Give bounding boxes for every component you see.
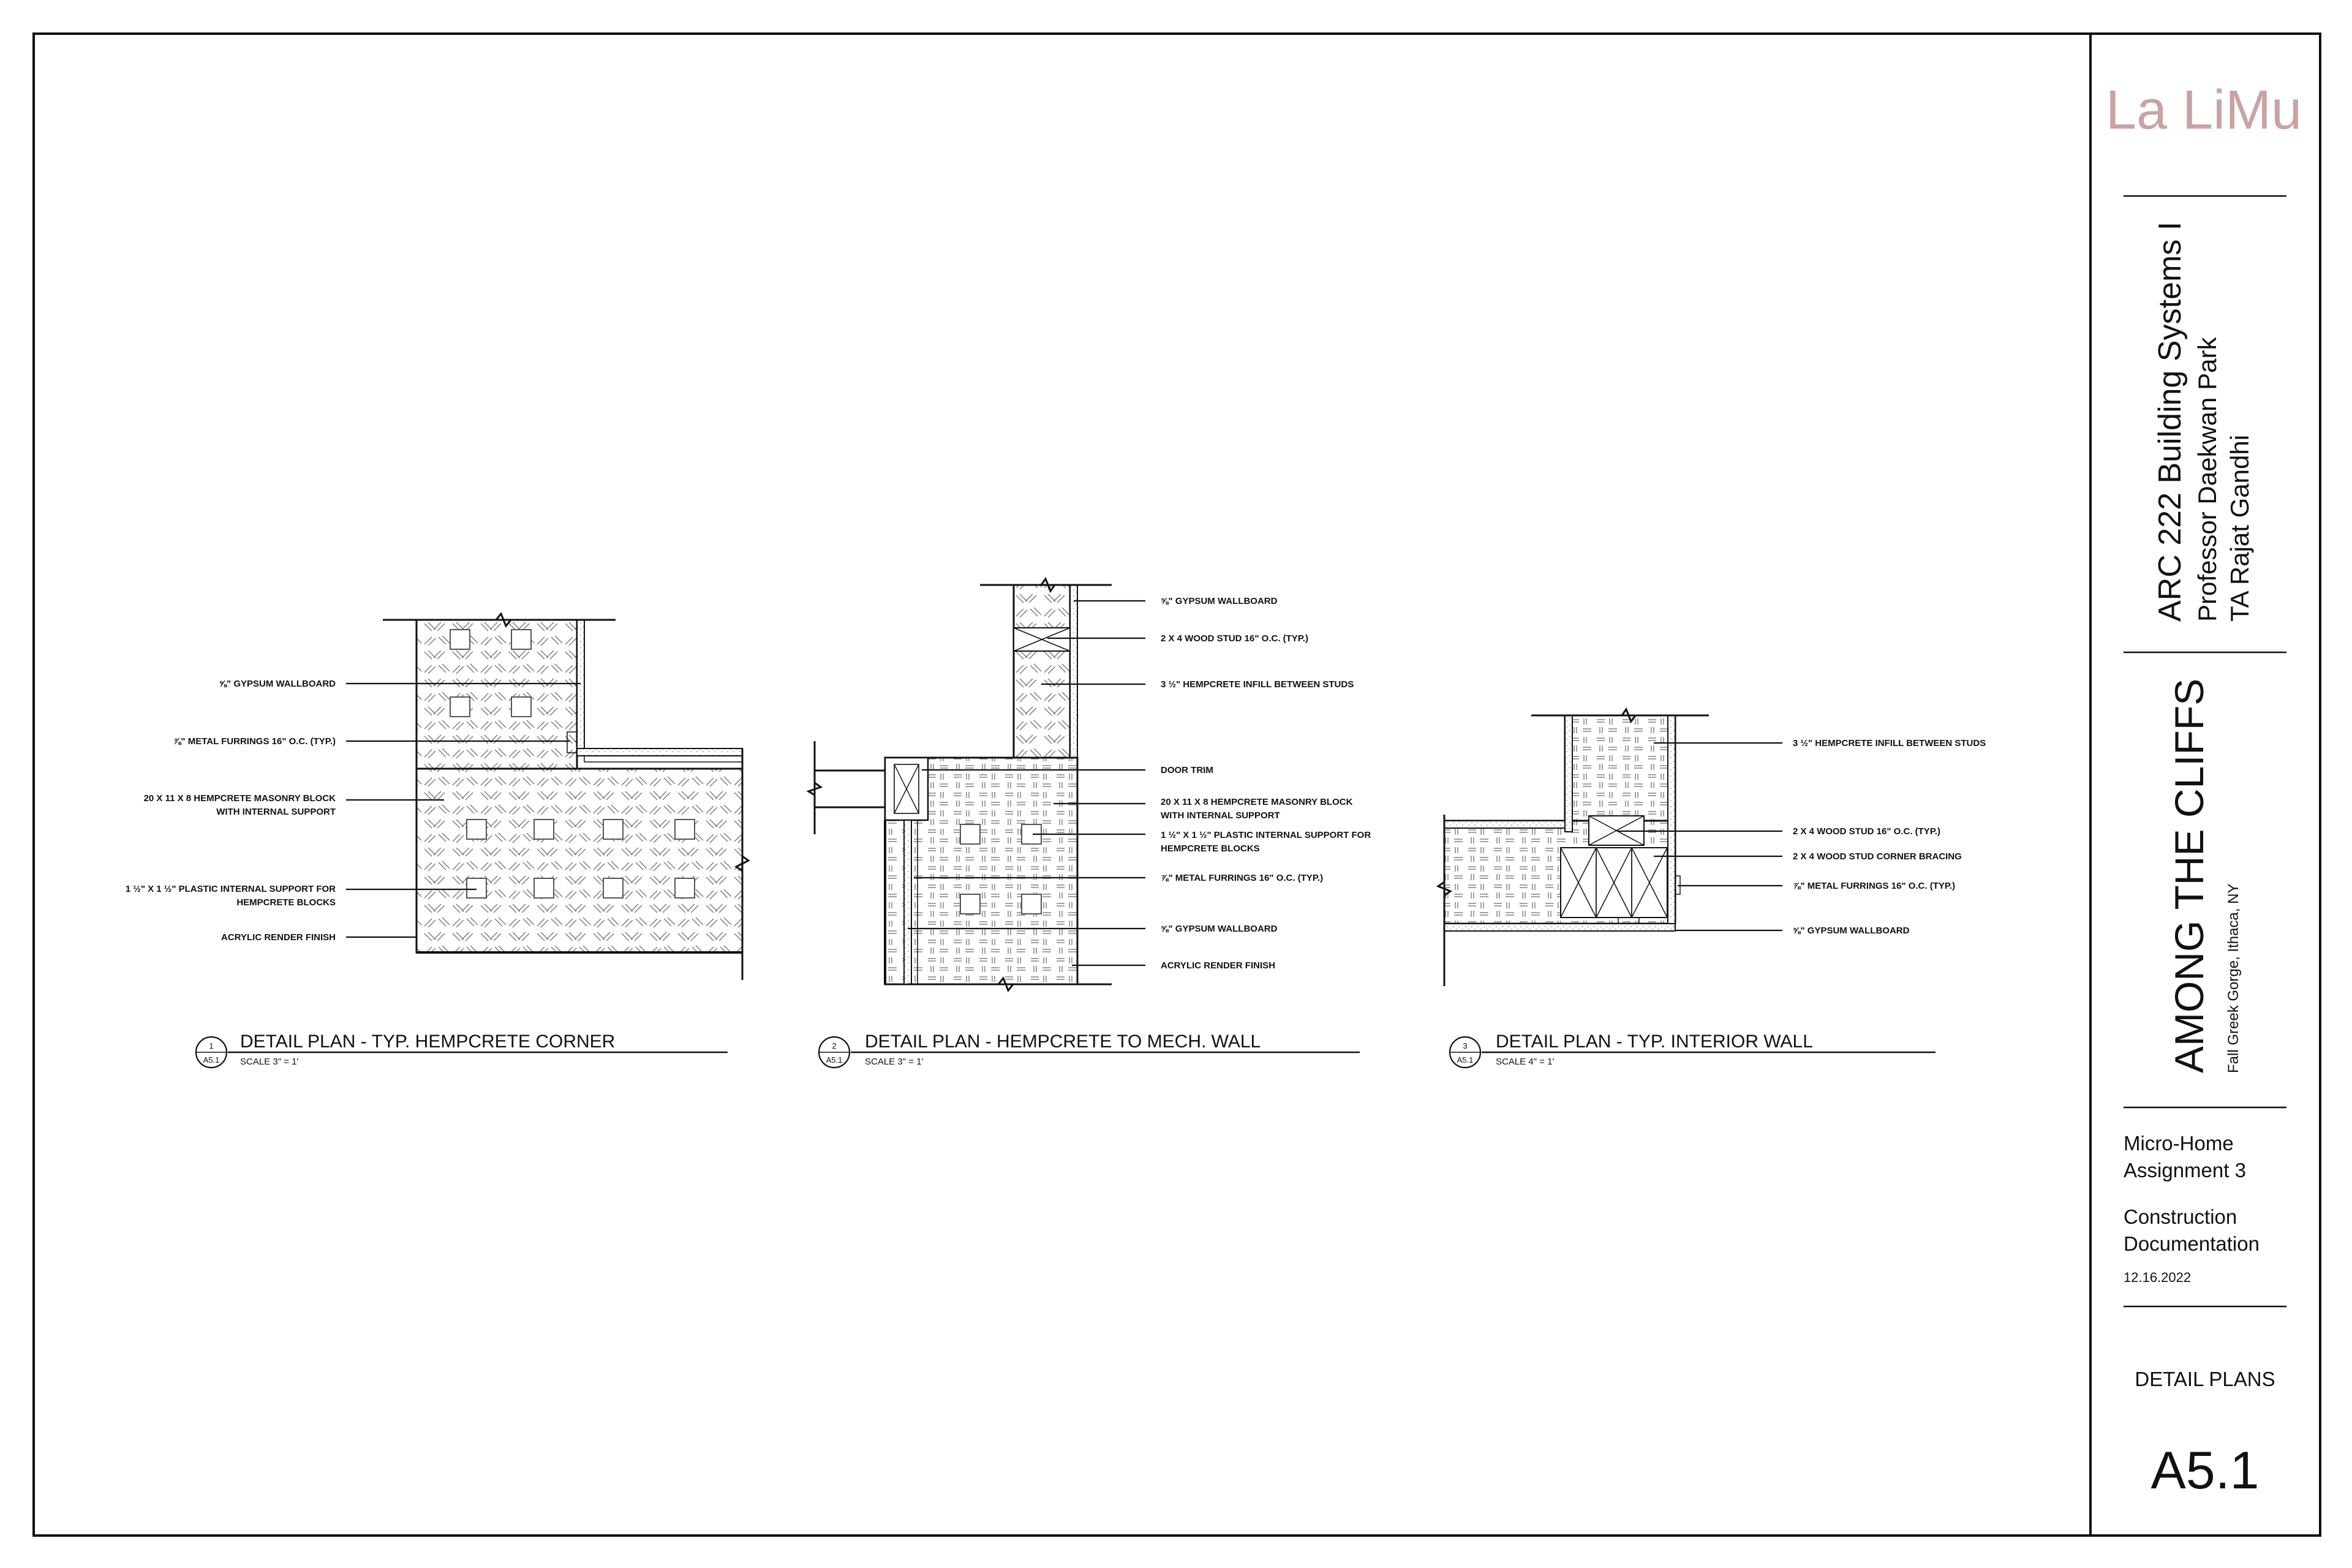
d2-label-stud: 2 X 4 WOOD STUD 16" O.C. (TYP.) — [1161, 633, 1309, 644]
d1-label-block-2: WITH INTERNAL SUPPORT — [216, 807, 336, 817]
d3-label-furrings: ⅞" METAL FURRINGS 16" O.C. (TYP.) — [1793, 881, 1956, 891]
project-name: AMONG THE CLIFFS — [2166, 678, 2212, 1073]
d1-label-render: ACRYLIC RENDER FINISH — [221, 932, 336, 943]
d2-label-render: ACRYLIC RENDER FINISH — [1161, 960, 1275, 971]
title-block — [2106, 80, 2302, 1500]
detail-2-hempcrete-to-mech-wall — [809, 579, 1371, 1068]
d3-label-gypsum: ⅝" GYPSUM WALLBOARD — [1793, 925, 1910, 936]
d2-label-furrings: ⅞" METAL FURRINGS 16" O.C. (TYP.) — [1161, 873, 1324, 883]
d2-label-infill: 3 ½" HEMPCRETE INFILL BETWEEN STUDS — [1161, 679, 1354, 690]
d2-label-support: 1 ½" X 1 ½" PLASTIC INTERNAL SUPPORT FOR — [1161, 830, 1371, 840]
d1-label-gypsum: ⅝" GYPSUM WALLBOARD — [219, 679, 336, 689]
d1-label-support-2: HEMPCRETE BLOCKS — [236, 897, 336, 908]
d2-gypsum-upper — [1070, 585, 1077, 758]
professor-name: Professor Daekwan Park — [2193, 337, 2222, 622]
d1-label-block: 20 X 11 X 8 HEMPCRETE MASONRY BLOCK — [143, 793, 336, 804]
issue-date: 12.16.2022 — [2124, 1270, 2192, 1285]
d3-sheet-ref: A5.1 — [1457, 1055, 1474, 1065]
ta-name: TA Rajat Gandhi — [2225, 434, 2254, 622]
detail-1-hempcrete-corner — [126, 614, 748, 1068]
d1-furring-horizontal — [584, 756, 742, 762]
d3-gypsum-left — [1565, 715, 1572, 832]
d3-label-stud: 2 X 4 WOOD STUD 16" O.C. (TYP.) — [1793, 826, 1941, 837]
d2-label-door-trim: DOOR TRIM — [1161, 765, 1213, 775]
d3-gypsum-right — [1668, 715, 1675, 924]
assignment-line-1: Micro-Home — [2124, 1132, 2234, 1155]
detail-3-interior-wall — [1438, 709, 1986, 1068]
sheet-number: A5.1 — [2150, 1441, 2260, 1500]
firm-logo: La LiMu — [2105, 80, 2302, 141]
d2-stud-wall — [1014, 585, 1070, 758]
project-location: Fall Greek Gorge, Ithaca, NY — [2225, 883, 2242, 1073]
phase-line-2: Documentation — [2124, 1232, 2260, 1255]
d3-detail-number: 3 — [1463, 1041, 1468, 1050]
d2-title-block — [819, 1031, 1360, 1068]
d3-gypsum-bottom — [1444, 924, 1675, 931]
d3-label-bracing: 2 X 4 WOOD STUD CORNER BRACING — [1793, 851, 1962, 862]
d1-gypsum-vertical — [577, 620, 584, 756]
d2-gypsum-side — [904, 820, 911, 984]
sheet-border — [34, 34, 2320, 1536]
d2-scale: SCALE 3" = 1' — [865, 1057, 924, 1067]
d2-label-gypsum-bottom: ⅝" GYPSUM WALLBOARD — [1161, 924, 1278, 934]
d3-vertical-wall — [1565, 715, 1675, 832]
d1-label-furrings: ⅞" METAL FURRINGS 16" O.C. (TYP.) — [173, 736, 336, 747]
d2-label-block: 20 X 11 X 8 HEMPCRETE MASONRY BLOCK — [1161, 797, 1353, 807]
course-title: ARC 222 Building Systems I — [2152, 221, 2188, 622]
d2-detail-number: 2 — [832, 1041, 837, 1050]
d1-lower-block — [417, 769, 742, 952]
d3-scale: SCALE 4" = 1' — [1496, 1057, 1555, 1067]
d1-scale: SCALE 3" = 1' — [240, 1057, 299, 1067]
d2-label-block-2: WITH INTERNAL SUPPORT — [1161, 810, 1280, 821]
assignment-line-2: Assignment 3 — [2124, 1159, 2246, 1182]
d1-title-block — [196, 1031, 728, 1068]
d3-gypsum-top — [1444, 821, 1565, 828]
phase-line-1: Construction — [2124, 1205, 2237, 1228]
d3-title-block — [1450, 1031, 1936, 1068]
d2-title: DETAIL PLAN - HEMPCRETE TO MECH. WALL — [865, 1031, 1261, 1052]
d1-sheet-ref: A5.1 — [203, 1055, 220, 1065]
d1-title: DETAIL PLAN - TYP. HEMPCRETE CORNER — [240, 1031, 616, 1052]
d1-upper-block — [417, 620, 577, 769]
d2-label-support-2: HEMPCRETE BLOCKS — [1161, 843, 1260, 854]
d1-detail-number: 1 — [209, 1041, 214, 1050]
sheet-title: DETAIL PLANS — [2135, 1368, 2275, 1390]
d2-sheet-ref: A5.1 — [826, 1055, 843, 1065]
d1-gypsum-horizontal — [577, 748, 742, 756]
d2-label-gypsum-top: ⅝" GYPSUM WALLBOARD — [1161, 596, 1278, 606]
d3-title: DETAIL PLAN - TYP. INTERIOR WALL — [1496, 1031, 1813, 1052]
d1-label-support: 1 ½" X 1 ½" PLASTIC INTERNAL SUPPORT FOR — [125, 884, 336, 894]
d3-label-infill: 3 ½" HEMPCRETE INFILL BETWEEN STUDS — [1793, 738, 1986, 748]
